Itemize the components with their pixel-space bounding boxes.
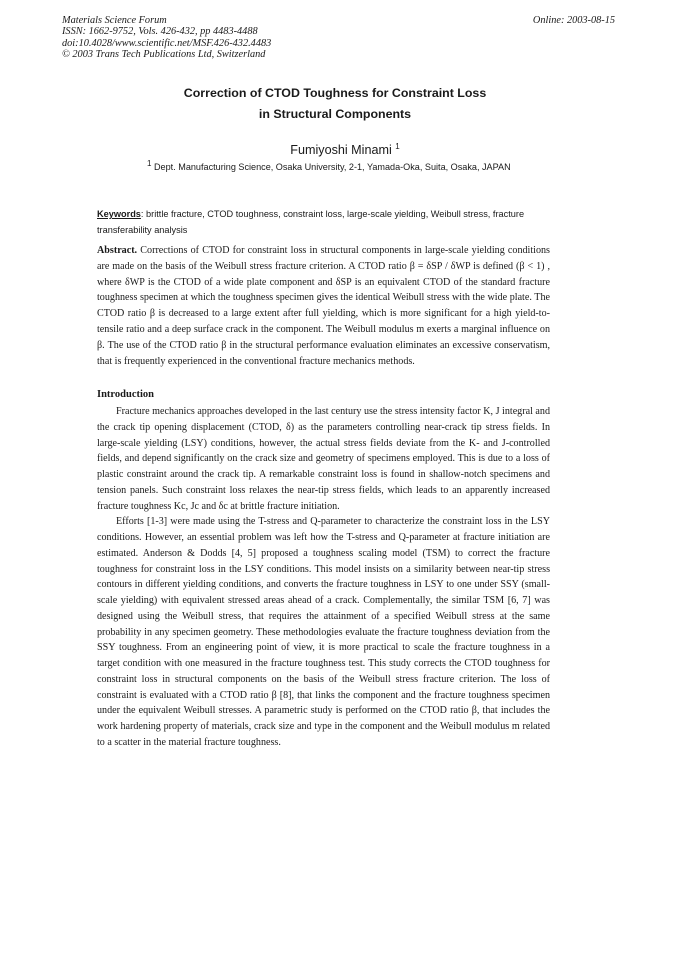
- introduction-paragraph-1: Fracture mechanics approaches developed in the last century use the stress intensity factor K, J integral and the crack tip opening displacement (CTOD, δ) as the parameters controlling near-crack tip stress fields. In large-scale yielding (LSY) conditions, however, the actual stress fields deviate from the K- and J-controlled fields, and depend significantly on the crack size and geometry of specimens employed. This is due to a loss of plastic constraint around the crack tip. A remarkable constraint loss is found in shallow-notch specimens and tension panels. Such constraint loss relaxes the near-tip stress fields, which leads to an apparently increased fracture toughness Kc, Jc and δc at brittle fracture initiation.: [97, 406, 550, 512]
- abstract-text: Corrections of CTOD for constraint loss in structural components in large-scale yielding conditions are made on the basis of the Weibull stress fracture criterion. A CTOD ratio β = δSP / δWP is defined (β < 1) , where δWP is the CTOD of a wide plate component and δSP is an equivalent CTOD of the standard fracture toughness specimen at which the toughness specimen gives the identical Weibull stress with the wide plate. The CTOD ratio β is decreased to a large extent after full yielding, which is more significant for a high yield-to-tensile ratio and a deep surface crack in the component. The Weibull modulus m exerts a marginal influence on β. The use of the CTOD ratio β in the structural performance evaluation eliminates an excessive conservatism, that is frequently experienced in the conventional fracture mechanics methods.: [97, 245, 550, 367]
- introduction-paragraph-2: Efforts [1-3] were made using the T-stress and Q-parameter to characterize the constraint loss in the LSY conditions. However, an essential problem was left how the T-stress and Q-parameter at fracture initiation are estimated. Anderson & Dodds [4, 5] proposed a toughness scaling model (TSM) to correct the fracture toughness for constraint loss in the LSY conditions. This model insists on a similarity between near-tip stress contours in different yielding conditions, and converts the fracture toughness in LSY to one under SSY (small-scale yielding) with equivalent stressed areas ahead of a crack. Complementally, the similar TSM [6, 7] was designed using the Weibull stress, that requires the attainment of a specified Weibull stress at the same probability in any specimen geometry. These methodologies evaluate the fracture toughness deviation from the SSY toughness. From an engineering point of view, it is more practical to scale the fracture toughness in a target condition with one measured in the fracture toughness test. This study corrects the CTOD toughness for constraint loss in structural components on the basis of the Weibull stress fracture criterion. The loss of constraint is evaluated with a CTOD ratio β [8], that links the component and the fracture toughness specimen under the equivalent Weibull stresses. A parametric study is performed on the CTOD ratio β, that includes the work hardening property of materials, crack size and type in the component and the Weibull modulus m related to a scatter in the material fracture toughness.: [97, 516, 550, 748]
- copyright-line: © 2003 Trans Tech Publications Ltd, Switzerland: [62, 49, 266, 61]
- journal-name: Materials Science Forum: [62, 15, 167, 26]
- title-line-2: in Structural Components: [258, 107, 412, 121]
- affiliation: [147, 159, 511, 172]
- author-line: [95, 142, 595, 157]
- affiliation-text: Dept. Manufacturing Science, Osaka University, 2-1, Yamada-Oka, Suita, Osaka, JAPAN: [153, 162, 511, 173]
- issn-line: ISSN: 1662-9752, Vols. 426-432, pp 4483-4488: [62, 26, 258, 38]
- introduction-body: [97, 404, 550, 751]
- author-superscript: 1: [395, 142, 400, 151]
- keywords-label: Keywords: [97, 209, 141, 219]
- title-line-1: Correction of CTOD Toughness for Constraint Loss: [183, 86, 487, 100]
- keywords-text: brittle fracture, CTOD toughness, constraint loss, large-scale yielding, Weibull stress, fracture transferability analysis: [97, 209, 525, 235]
- publication-meta: [62, 15, 271, 61]
- paper-title: [95, 83, 575, 125]
- abstract-label: Abstract.: [97, 245, 138, 256]
- doi-line: doi:10.4028/www.scientific.net/MSF.426-432.4483: [62, 37, 272, 49]
- abstract-block: [97, 243, 550, 369]
- introduction-heading: Introduction: [97, 389, 154, 400]
- keywords-block: Keywords: brittle fracture, CTOD toughness, constraint loss, large-scale yielding, Weibull stress, fracture transferability analysis: [97, 209, 525, 235]
- affiliation-superscript: 1: [147, 159, 152, 168]
- online-date: Online: 2003-08-15: [532, 15, 615, 26]
- author-name: Fumiyoshi Minami: [290, 143, 392, 158]
